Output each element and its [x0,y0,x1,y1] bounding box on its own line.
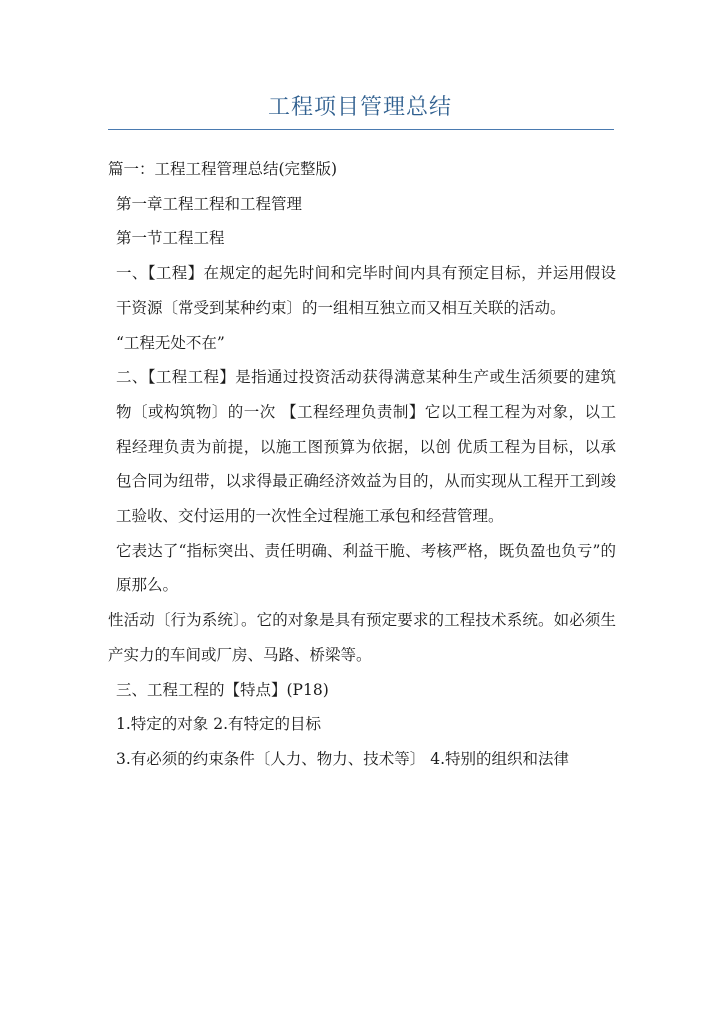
paragraph-chapter-heading: 第一章工程工程和工程管理 [116,194,303,213]
paragraph-feature-list-1: 1.特定的对象 2.有特定的目标 [116,715,322,734]
paragraph-activity-system: 性活动〔行为系统〕。它的对象是具有预定要求的工程技术系统。如必须生产实力的车间或厂房、马路、桥梁等。 [108,611,616,664]
paragraph-features-heading: 三、工程工程的【特点】(P18) [116,680,329,699]
document-body [108,152,616,777]
title-divider [108,129,614,130]
paragraph-section-heading: 第一节工程工程 [116,229,225,248]
paragraph-article-heading: 篇一：工程工程管理总结(完整版) [108,160,338,178]
paragraph-feature-list-2: 3.有必须的约束条件〔人力、物力、技术等〕 4.特别的组织和法律 [116,749,570,768]
paragraph-project-definition: 一、【工程】在规定的起先时间和完毕时间内具有预定目标，并运用假设干资源〔常受到某种约束〕的一组相互独立而又相互关联的活动。 [116,264,616,317]
paragraph-engineering-definition: 二、【工程工程】是指通过投资活动获得满意某种生产或生活须要的建筑物〔或构筑物〕的一次 【工程经理负责制】它以工程工程为对象，以工程经理负责为前提，以施工图预算为依据，以创 优质工程为目标，以承包合同为纽带，以求得最正确经济效益为目的，从而实现从工程开工到竣工验收、交付运用的一次性全过程施工承包和经营管理。 [116,368,616,526]
paragraph-principle: 它表达了“指标突出、责任明确、利益干脆、考核严格，既负盈也负亏”的原那么。 [116,541,616,595]
paragraph-quote: “工程无处不在” [116,333,225,352]
document-title: 工程项目管理总结 [267,95,452,120]
